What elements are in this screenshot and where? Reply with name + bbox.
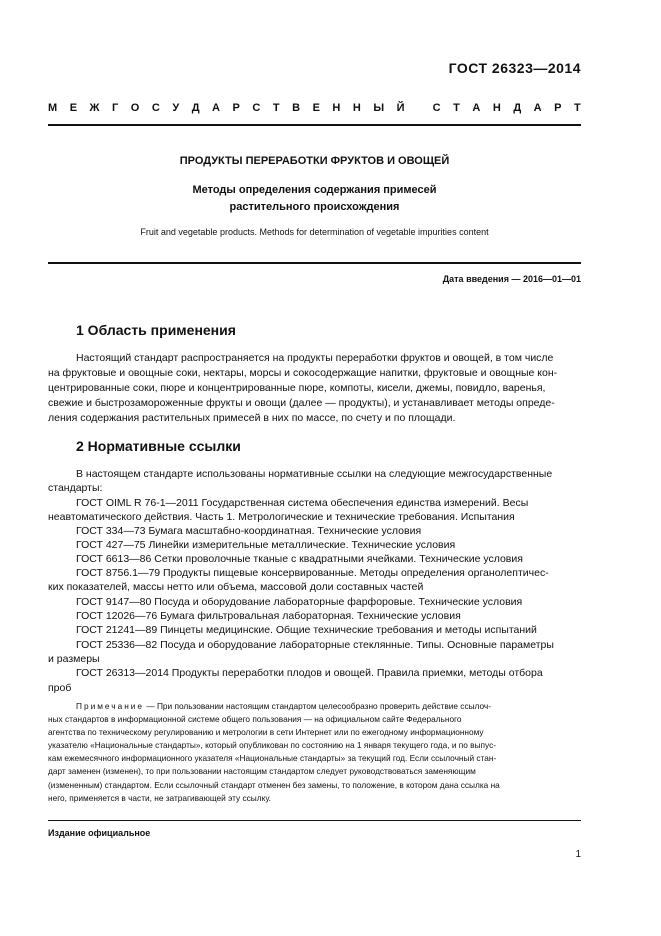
standard-type-letter: У bbox=[172, 102, 180, 114]
top-rule bbox=[48, 124, 581, 126]
subtitle-line-2: растительного происхождения bbox=[229, 201, 400, 213]
reference-item: и размеры bbox=[48, 653, 100, 665]
standard-type-letter: Й bbox=[396, 102, 405, 114]
note-line bbox=[48, 700, 581, 713]
reference-item: ГОСТ 6613—86 Сетки проволочные тканые с квадратными ячейками. Технические условия bbox=[76, 553, 523, 565]
standard-type-letter: Р bbox=[232, 102, 240, 114]
section-1-line: на фруктовые и овощные соки, нектары, морсы и сокосодержащие напитки, фруктовые и овощные кон- bbox=[48, 367, 558, 379]
note-line: него, применяется в части, не затрагивающей эту ссылку. bbox=[48, 792, 271, 803]
note-line: дарт заменен (изменен), то при пользовании настоящим стандартом следует руководствоваться заменяющим bbox=[48, 766, 476, 777]
subtitle-line-1: Методы определения содержания примесей bbox=[192, 184, 437, 196]
standard-type-letter: О bbox=[130, 102, 140, 114]
standard-type-letter: В bbox=[292, 102, 301, 114]
standard-type-letter: С bbox=[432, 102, 441, 114]
footer-rule bbox=[48, 820, 581, 821]
standard-type-letter: Н bbox=[492, 102, 501, 114]
standard-type-letter: Ы bbox=[373, 102, 385, 114]
note-line: агентства по техническому регулированию и метрологии в сети Интернет или по ежегодному информационному bbox=[48, 727, 484, 738]
standard-type-letter bbox=[417, 102, 420, 114]
english-title: Fruit and vegetable products. Methods for determination of vegetable impurities content bbox=[140, 227, 489, 237]
standard-type-letter: Т bbox=[272, 102, 280, 114]
note-block bbox=[48, 700, 581, 805]
gost-number: ГОСТ 26323—2014 bbox=[448, 60, 581, 76]
standard-type-letter: Н bbox=[352, 102, 361, 114]
note-line: кам ежемесячного информационного указателя «Национальные стандарты» за текущий год. Если ссылочный стан- bbox=[48, 753, 497, 764]
section-2-line: стандарты: bbox=[48, 482, 103, 494]
standard-type-letter: Т bbox=[453, 102, 460, 114]
standard-type-letter: А bbox=[472, 102, 481, 114]
document-title: ПРОДУКТЫ ПЕРЕРАБОТКИ ФРУКТОВ И ОВОЩЕЙ bbox=[179, 155, 450, 167]
reference-item: ГОСТ 9147—80 Посуда и оборудование лабораторные фарфоровые. Технические условия bbox=[76, 596, 523, 608]
standard-type-line bbox=[48, 102, 581, 114]
introduction-date: Дата введения — 2016—01—01 bbox=[442, 274, 581, 284]
standard-type-letter: Н bbox=[332, 102, 341, 114]
reference-item: ких показателей, массы нетто или объема, массовой доли составных частей bbox=[48, 581, 424, 593]
section-2-line: В настоящем стандарте использованы нормативные ссылки на следующие межгосударственные bbox=[76, 468, 553, 480]
section-2-line: ГОСТ OIML R 76-1—2011 Государственная система обеспечения единства измерений. Весы bbox=[76, 497, 529, 509]
standard-type-letter: А bbox=[533, 102, 542, 114]
standard-type-letter: С bbox=[252, 102, 261, 114]
section-2-line: неавтоматического действия. Часть 1. Метрологические и технические требования. Испытания bbox=[48, 511, 515, 523]
standard-type-letter: Е bbox=[69, 102, 78, 114]
reference-item: проб bbox=[48, 682, 72, 694]
section-1-line: центрированные соки, пюре и концентрированные пюре, компоты, кисели, джемы, повидло, варенья, bbox=[48, 382, 546, 394]
standard-type-letter: Ж bbox=[89, 102, 100, 114]
page-number: 1 bbox=[575, 849, 581, 860]
reference-item: ГОСТ 334—73 Бумага масштабно-координатная. Технические условия bbox=[76, 525, 422, 537]
standard-type-letter: Д bbox=[513, 102, 522, 114]
standard-type-letter: А bbox=[212, 102, 220, 114]
note-first-line: — При пользовании настоящим стандартом целесообразно проверить действие ссылоч- bbox=[144, 701, 492, 711]
standard-type-letter: Д bbox=[191, 102, 200, 114]
reference-item: ГОСТ 21241—89 Пинцеты медицинские. Общие технические требования и методы испытаний bbox=[76, 624, 537, 636]
official-edition-label: Издание официальное bbox=[48, 828, 151, 838]
reference-item: ГОСТ 427—75 Линейки измерительные металлические. Технические условия bbox=[76, 539, 456, 551]
note-label: Примечание bbox=[76, 701, 145, 711]
title-rule bbox=[48, 262, 581, 264]
section-2-heading: 2 Нормативные ссылки bbox=[76, 438, 241, 454]
standard-type-letter: С bbox=[151, 102, 160, 114]
reference-item: ГОСТ 12026—76 Бумага фильтровальная лабораторная. Технические условия bbox=[76, 610, 461, 622]
note-line: ных стандартов в информационной системе общего пользования — на официальном сайте Федерального bbox=[48, 714, 462, 725]
section-1-line: свежие и быстрозамороженные фрукты и овощи (далее — продукты), и устанавливает методы опреде- bbox=[48, 397, 555, 409]
document-subtitle bbox=[48, 182, 581, 216]
reference-item: ГОСТ 25336—82 Посуда и оборудование лабораторные стеклянные. Типы. Основные параметры bbox=[76, 639, 554, 651]
standard-type-letter: Т bbox=[574, 102, 581, 114]
reference-item: ГОСТ 8756.1—79 Продукты пищевые консервированные. Методы определения органолептичес- bbox=[76, 567, 549, 579]
section-1-line: ления содержания растительных примесей в них по массе, по счету и по площади. bbox=[48, 412, 456, 424]
note-line: указателю «Национальные стандарты», который опубликован по состоянию на 1 января текущего года, и по выпус- bbox=[48, 740, 497, 751]
standard-type-letter: Р bbox=[554, 102, 562, 114]
reference-item: ГОСТ 26313—2014 Продукты переработки плодов и овощей. Правила приемки, методы отбора bbox=[76, 667, 543, 679]
section-1-heading: 1 Область применения bbox=[76, 322, 236, 338]
standard-type-letter: М bbox=[48, 102, 58, 114]
note-line: (измененным) стандартом. Если ссылочный стандарт отменен без замены, то положение, в котором дана ссылка на bbox=[48, 779, 500, 790]
standard-type-letter: Е bbox=[312, 102, 320, 114]
standard-type-letter: Г bbox=[112, 102, 119, 114]
section-1-line: Настоящий стандарт распространяется на продукты переработки фруктов и овощей, в том числе bbox=[76, 352, 554, 364]
